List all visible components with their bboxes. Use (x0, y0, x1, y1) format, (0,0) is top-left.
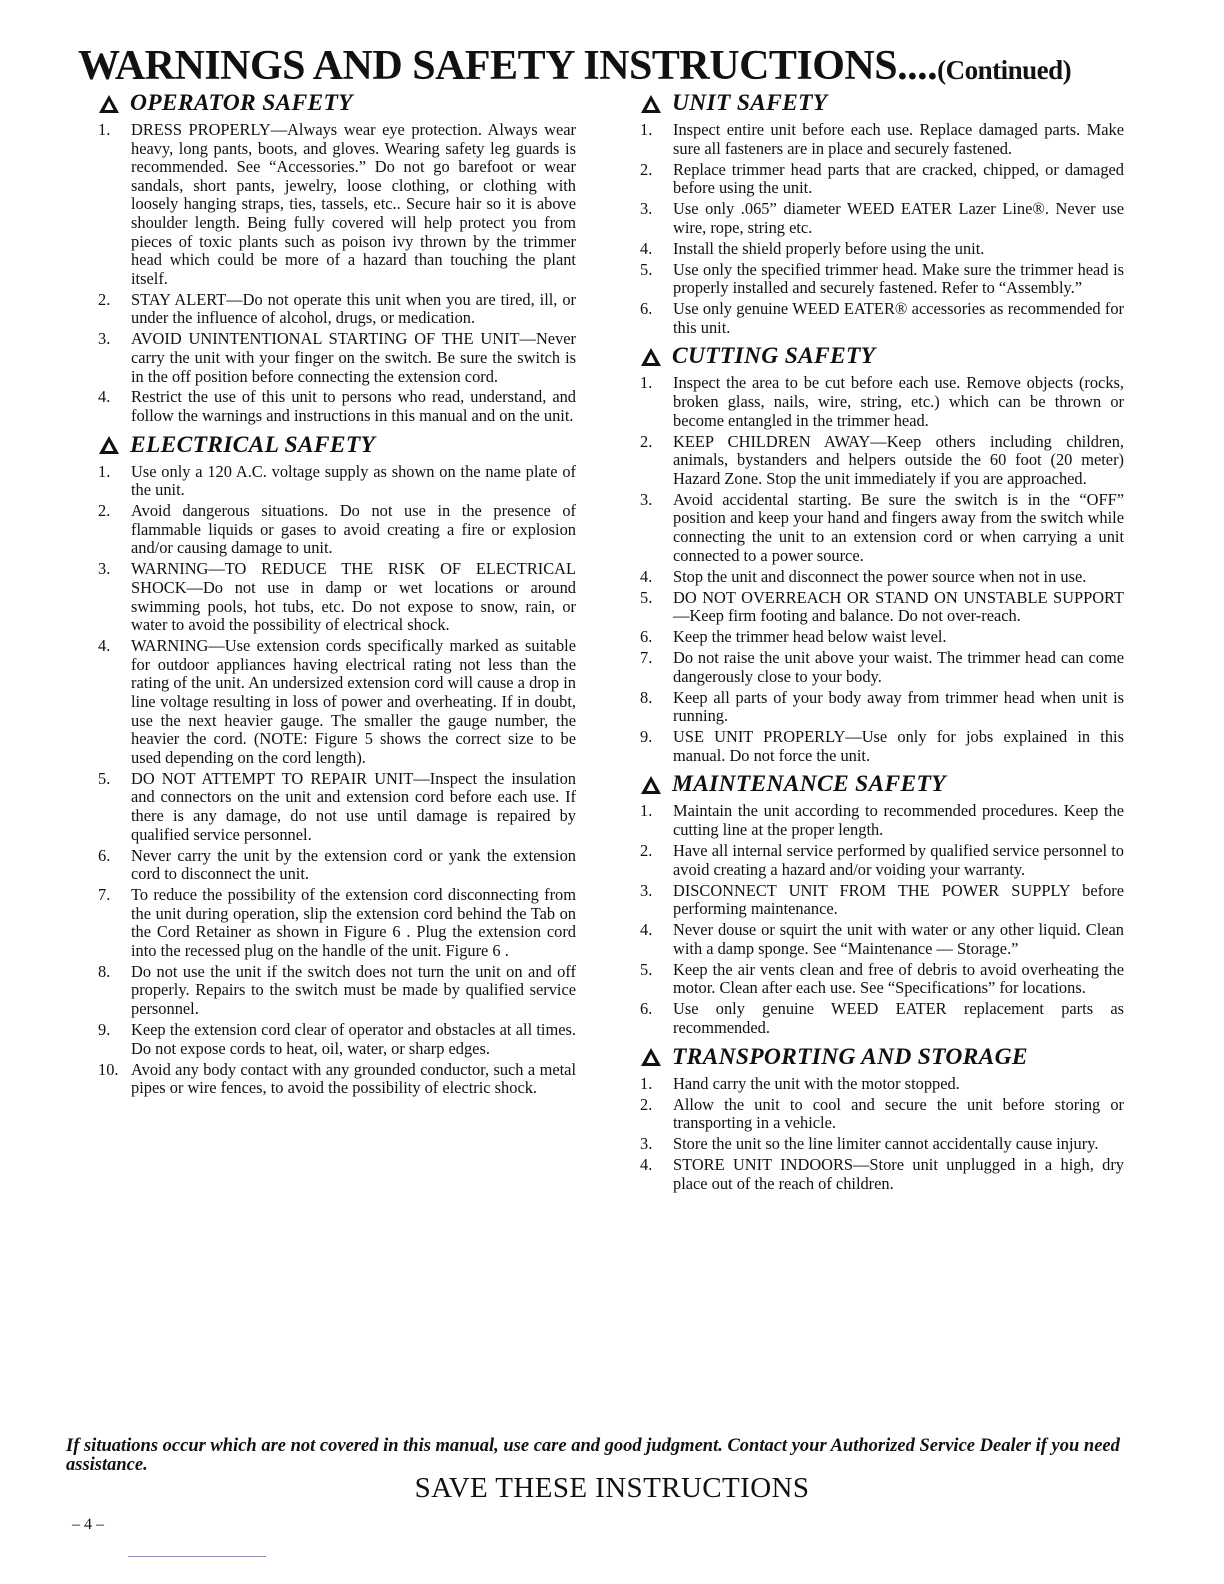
warning-triangle-icon (640, 94, 662, 114)
item-number: 2. (640, 431, 653, 451)
item-number: 3. (98, 559, 111, 579)
section-heading-text: TRANSPORTING AND STORAGE (672, 1043, 1028, 1070)
item-number: 4. (98, 636, 111, 656)
item-number: 3. (98, 329, 111, 349)
item-number: 2. (640, 159, 653, 179)
maintenance-safety-heading (640, 771, 1124, 798)
section-heading-text: ELECTRICAL SAFETY (130, 431, 376, 458)
list-item (640, 1096, 1124, 1133)
item-number: 5. (640, 959, 653, 979)
item-number: 2. (640, 841, 653, 861)
list-item (98, 1061, 576, 1098)
item-number: 3. (640, 489, 653, 509)
list-item (98, 847, 576, 884)
list-item (98, 330, 576, 386)
item-number: 6. (98, 845, 111, 865)
item-text: USE UNIT PROPERLY—Use only for jobs explained in this manual. Do not force the unit. (673, 727, 1124, 765)
cutting-safety-list (640, 374, 1124, 765)
closing-note: If situations occur which are not covered in this manual, use care and good judgment. Contact your Authorized Service Dealer if you need assistance. (66, 1436, 1120, 1475)
item-number: 5. (98, 768, 111, 788)
item-text: Stop the unit and disconnect the power source when not in use. (673, 566, 1087, 586)
item-number: 2. (640, 1094, 653, 1114)
item-number: 4. (640, 238, 653, 258)
item-text: KEEP CHILDREN AWAY—Keep others including children, animals, bystanders and helpers outside the 60 foot (20 meter) Hazard Zone. Stop the unit immediately if you are approached. (673, 431, 1124, 488)
list-item (640, 628, 1124, 647)
item-number: 3. (640, 199, 653, 219)
unit-safety-section (640, 90, 1124, 337)
list-item (640, 300, 1124, 337)
item-text: Use only .065” diameter WEED EATER Lazer Line®. Never use wire, rope, string etc. (673, 199, 1124, 237)
section-heading-text: CUTTING SAFETY (672, 343, 876, 370)
operator-safety-heading (98, 90, 576, 117)
list-item (640, 161, 1124, 198)
list-item (640, 121, 1124, 158)
left-column (98, 90, 576, 1104)
list-item (640, 1156, 1124, 1193)
item-number: 3. (640, 880, 653, 900)
operator-safety-section (98, 90, 576, 426)
list-item (98, 388, 576, 425)
item-text: To reduce the possibility of the extension cord disconnecting from the unit during operation, slip the extension cord behind the Tab on the Cord Retainer as shown in Figure 6 . Plug the extension cord into the recessed plug on the handle of the unit. Figure 6 . (131, 885, 576, 960)
item-text: Use only genuine WEED EATER replacement parts as recommended. (673, 999, 1124, 1037)
electrical-safety-heading (98, 432, 576, 459)
list-item (640, 649, 1124, 686)
item-text: Do not raise the unit above your waist. The trimmer head can come dangerously close to your body. (673, 648, 1124, 686)
list-item (640, 842, 1124, 879)
list-item (98, 1021, 576, 1058)
operator-safety-list (98, 121, 576, 426)
section-heading-text: MAINTENANCE SAFETY (672, 771, 946, 798)
item-text: Install the shield properly before using the unit. (673, 238, 985, 258)
item-number: 5. (640, 259, 653, 279)
item-number: 1. (640, 1073, 653, 1093)
list-item (640, 1135, 1124, 1154)
list-item (640, 568, 1124, 587)
item-text: Restrict the use of this unit to persons who read, understand, and follow the warnings and instructions in this manual and on the unit. (131, 387, 576, 426)
transport-storage-heading (640, 1044, 1124, 1071)
page-title (78, 42, 1178, 90)
list-item (98, 886, 576, 960)
item-number: 1. (98, 461, 111, 481)
item-number: 5. (640, 587, 653, 607)
item-text: Hand carry the unit with the motor stopped. (673, 1073, 960, 1093)
warning-triangle-icon (98, 435, 120, 455)
item-number: 4. (98, 387, 111, 407)
list-item (98, 963, 576, 1019)
list-item (640, 491, 1124, 565)
item-text: Keep the extension cord clear of operator and obstacles at all times. Do not expose cords to heat, oil, water, or sharp edges. (131, 1020, 576, 1058)
item-number: 7. (640, 648, 653, 668)
item-number: 4. (640, 920, 653, 940)
item-number: 2. (98, 501, 111, 521)
warning-triangle-icon (98, 94, 120, 114)
transport-storage-list (640, 1075, 1124, 1194)
item-text: DRESS PROPERLY—Always wear eye protection. Always wear heavy, long pants, boots, and gloves. Wearing safety leg guards is recommended. See “Accessories.” Do not go barefoot or wear sandals, short pants, jewelry, loose clothing, or clothing with loosely hanging straps, ties, tassels, etc.. Secure hair so it is above shoulder length. Being fully covered will help protect you from pieces of toxic plants such as poison ivy thrown by the trimmer head which could be more of a hazard than touching the plant itself. (131, 120, 576, 288)
item-text: Keep all parts of your body away from trimmer head when unit is running. (673, 687, 1124, 726)
item-text: Allow the unit to cool and secure the unit before storing or transporting in a vehicle. (673, 1094, 1124, 1133)
list-item (640, 261, 1124, 298)
item-text: Do not use the unit if the switch does not turn the unit on and off properly. Repairs to the switch must be made by qualified service personnel. (131, 961, 576, 1019)
item-text: Never carry the unit by the extension cord or yank the extension cord to disconnect the unit. (131, 845, 576, 884)
item-text: Inspect the area to be cut before each use. Remove objects (rocks, broken glass, nails, wire, string, etc.) which can be thrown or become entangled in the trimmer head. (673, 373, 1124, 430)
item-number: 8. (640, 687, 653, 707)
item-text: WARNING—Use extension cords specifically marked as suitable for outdoor appliances having electrical rating not less than the rating of the unit. An undersized extension cord will cause a drop in line voltage resulting in loss of power and overheating. If in doubt, use the next heavier gauge. The smaller the gauge number, the heavier the cord. (NOTE: Figure 5 shows the correct size to be used depending on the cord length). (131, 636, 576, 767)
item-text: DO NOT ATTEMPT TO REPAIR UNIT—Inspect the insulation and connectors on the unit and extension cord before each use. If there is any damage, do not use until damage is repaired by qualified service personnel. (131, 768, 576, 844)
item-number: 9. (640, 727, 653, 747)
unit-safety-heading (640, 90, 1124, 117)
item-number: 10. (98, 1059, 119, 1079)
item-text: Use only the specified trimmer head. Make sure the trimmer head is properly installed and securely fastened. Refer to “Assembly.” (673, 259, 1124, 298)
bottom-rule (128, 1556, 266, 1557)
continued-label: (Continued) (937, 55, 1072, 85)
cutting-safety-heading (640, 343, 1124, 370)
electrical-safety-list (98, 463, 576, 1098)
unit-safety-list (640, 121, 1124, 337)
list-item (640, 882, 1124, 919)
item-number: 1. (98, 120, 111, 139)
list-item (640, 433, 1124, 489)
item-text: DO NOT OVERREACH OR STAND ON UNSTABLE SUPPORT—Keep firm footing and balance. Do not over-reach. (673, 587, 1124, 626)
item-number: 6. (640, 299, 653, 319)
item-text: DISCONNECT UNIT FROM THE POWER SUPPLY before performing maintenance. (673, 880, 1124, 919)
item-number: 4. (640, 566, 653, 586)
list-item (98, 770, 576, 844)
item-text: Use only genuine WEED EATER® accessories as recommended for this unit. (673, 299, 1124, 337)
item-text: Use only a 120 A.C. voltage supply as shown on the name plate of the unit. (131, 461, 576, 500)
item-text: Keep the air vents clean and free of debris to avoid overheating the motor. Clean after each use. See “Specifications” for locations. (673, 959, 1124, 998)
list-item (640, 589, 1124, 626)
item-number: 1. (640, 801, 653, 821)
list-item (640, 1000, 1124, 1037)
item-text: Avoid any body contact with any grounded conductor, such a metal pipes or wire fences, to avoid the possibility of electric shock. (131, 1059, 576, 1098)
item-text: WARNING—TO REDUCE THE RISK OF ELECTRICAL SHOCK—Do not use in damp or wet locations or around swimming pools, hot tubs, etc. Do not expose to snow, rain, or water to avoid the possibility of electrical shock. (131, 559, 576, 635)
item-number: 1. (640, 373, 653, 393)
list-item (640, 1075, 1124, 1094)
item-number: 4. (640, 1155, 653, 1175)
item-number: 6. (640, 627, 653, 647)
item-number: 3. (640, 1134, 653, 1154)
list-item (640, 200, 1124, 237)
item-text: STAY ALERT—Do not operate this unit when you are tired, ill, or under the influence of alcohol, drugs, or medication. (131, 289, 576, 328)
page-title-text: WARNINGS AND SAFETY INSTRUCTIONS.... (78, 43, 938, 89)
warning-triangle-icon (640, 1047, 662, 1067)
item-text: Store the unit so the line limiter cannot accidentally cause injury. (673, 1134, 1099, 1154)
item-number: 2. (98, 289, 111, 309)
warning-triangle-icon (640, 775, 662, 795)
list-item (98, 291, 576, 328)
list-item (640, 374, 1124, 430)
item-text: Replace trimmer head parts that are cracked, chipped, or damaged before using the unit. (673, 159, 1124, 198)
transport-storage-section (640, 1044, 1124, 1194)
item-text: STORE UNIT INDOORS—Store unit unplugged in a high, dry place out of the reach of children. (673, 1155, 1124, 1193)
item-number: 6. (640, 999, 653, 1019)
list-item (98, 463, 576, 500)
item-text: Keep the trimmer head below waist level. (673, 627, 947, 647)
item-text: AVOID UNINTENTIONAL STARTING OF THE UNIT—Never carry the unit with your finger on the switch. Be sure the switch is in the off position before connecting the extension cord. (131, 329, 576, 386)
right-column (640, 90, 1124, 1199)
item-text: Avoid accidental starting. Be sure the switch is in the “OFF” position and keep your hand and fingers away from the switch while connecting the unit to an extension cord or when carrying a unit connected to a power source. (673, 489, 1124, 565)
electrical-safety-section (98, 432, 576, 1098)
section-heading-text: UNIT SAFETY (672, 90, 828, 116)
maintenance-safety-section (640, 771, 1124, 1037)
save-instructions-banner: SAVE THESE INSTRUCTIONS (414, 1472, 810, 1504)
item-text: Have all internal service performed by qualified service personnel to avoid creating a hazard and/or voiding your warranty. (673, 841, 1124, 879)
list-item (98, 502, 576, 558)
item-text: Never douse or squirt the unit with water or any other liquid. Clean with a damp sponge. See “Maintenance — Storage.” (673, 920, 1124, 958)
list-item (640, 240, 1124, 259)
list-item (98, 560, 576, 634)
list-item (98, 121, 576, 288)
list-item (640, 728, 1124, 765)
list-item (640, 802, 1124, 839)
list-item (640, 921, 1124, 958)
page-number: – 4 – (72, 1516, 104, 1533)
maintenance-safety-list (640, 802, 1124, 1037)
item-text: Avoid dangerous situations. Do not use in the presence of flammable liquids or gases to avoid creating a fire or explosion and/or causing damage to unit. (131, 501, 576, 558)
item-number: 9. (98, 1020, 111, 1040)
item-number: 1. (640, 120, 653, 139)
warning-triangle-icon (640, 347, 662, 367)
item-number: 8. (98, 961, 111, 981)
list-item (98, 637, 576, 767)
cutting-safety-section (640, 343, 1124, 765)
item-text: Inspect entire unit before each use. Replace damaged parts. Make sure all fasteners are in place and securely fastened. (673, 120, 1124, 158)
list-item (640, 689, 1124, 726)
list-item (640, 961, 1124, 998)
section-heading-text: OPERATOR SAFETY (130, 90, 353, 116)
item-text: Maintain the unit according to recommended procedures. Keep the cutting line at the proper length. (673, 801, 1124, 840)
item-number: 7. (98, 885, 111, 905)
